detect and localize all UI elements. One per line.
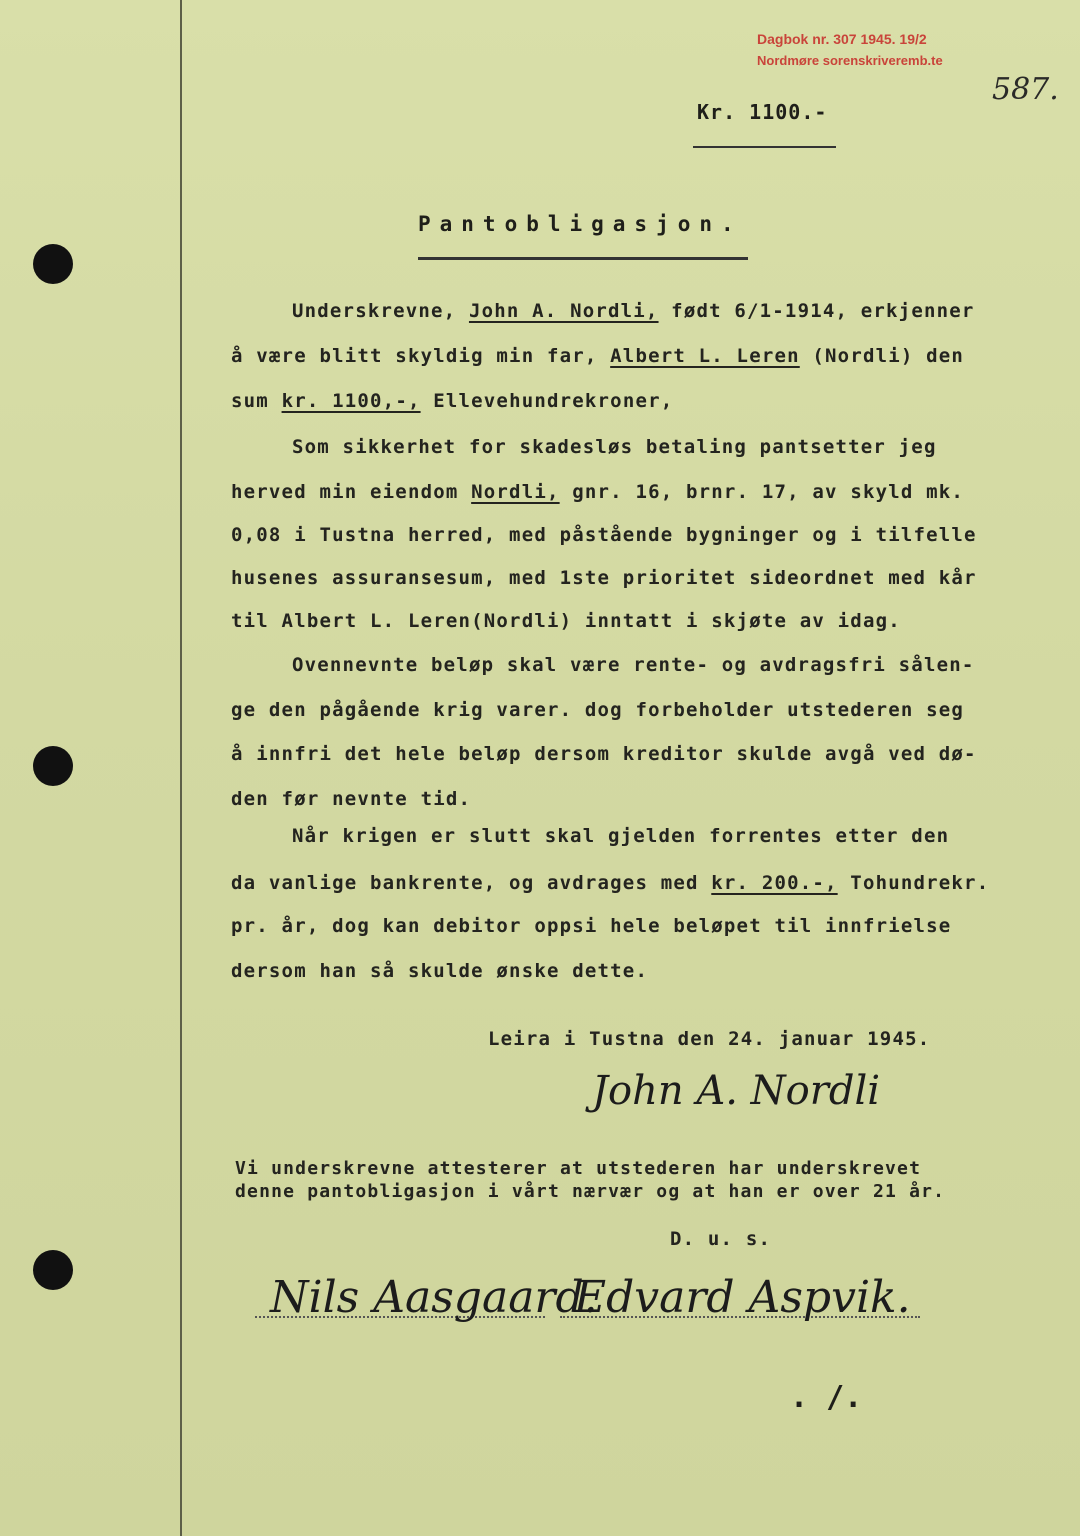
installment-amount: kr. 200.-, xyxy=(711,872,838,894)
body-line: da vanlige bankrente, og avdrages med kr. 200.-, Tohundrekr. xyxy=(231,872,990,894)
continuation-mark: . /. xyxy=(790,1380,863,1415)
document-title: Pantobligasjon. xyxy=(418,212,743,236)
punch-hole xyxy=(33,746,73,786)
body-line: ge den pågående krig varer. dog forbeholder utstederen seg xyxy=(231,699,965,721)
folio-number: 587. xyxy=(992,72,1059,107)
body-line: husenes assuransesum, med 1ste prioritet sideordnet med kår xyxy=(231,567,977,589)
witness-signature-1: Nils Aasgaard. xyxy=(270,1272,598,1323)
stamp-line-1: Dagbok nr. 307 1945. 19/2 xyxy=(757,31,927,47)
debtor-name: John A. Nordli, xyxy=(468,300,659,322)
dus-abbrev: D. u. s. xyxy=(670,1228,772,1250)
creditor-name: Albert L. Leren xyxy=(610,345,800,367)
witness-line: denne pantobligasjon i vårt nærvær og at han er over 21 år. xyxy=(235,1181,946,1202)
registry-stamp xyxy=(757,28,943,72)
debtor-signature: John A. Nordli xyxy=(592,1068,881,1114)
place-date: Leira i Tustna den 24. januar 1945. xyxy=(488,1028,931,1050)
body-line: herved min eiendom Nordli, gnr. 16, brnr. 17, av skyld mk. xyxy=(231,481,965,503)
body-line: Som sikkerhet for skadesløs betaling pantsetter jeg xyxy=(292,436,937,458)
body-line: Ovennevnte beløp skal være rente- og avdragsfri sålen- xyxy=(292,654,975,676)
title-underline xyxy=(418,257,748,260)
body-line: dersom han så skulde ønske dette. xyxy=(231,960,649,982)
body-line: Når krigen er slutt skal gjelden forrentes etter den xyxy=(292,825,950,847)
amount-heading: Kr. 1100.- xyxy=(697,100,828,124)
margin-rule xyxy=(180,0,182,1536)
stamp-line-2: Nordmøre sorenskriveremb.te xyxy=(757,53,943,68)
punch-hole xyxy=(33,1250,73,1290)
property-name: Nordli, xyxy=(471,481,560,503)
witness-signature-2: Edvard Aspvik. xyxy=(574,1272,911,1323)
body-line: til Albert L. Leren(Nordli) inntatt i skjøte av idag. xyxy=(231,610,901,632)
body-line: 0,08 i Tustna herred, med påstående bygninger og i tilfelle xyxy=(231,524,977,546)
body-line: Underskrevne, John A. Nordli, født 6/1-1914, erkjenner xyxy=(292,300,975,322)
body-line: å være blitt skyldig min far, Albert L. Leren (Nordli) den xyxy=(231,345,965,367)
punch-hole xyxy=(33,244,73,284)
witness-line: Vi underskrevne attesterer at utstederen har underskrevet xyxy=(235,1158,922,1179)
body-line: pr. år, dog kan debitor oppsi hele beløpet til innfrielse xyxy=(231,915,952,937)
body-line: å innfri det hele beløp dersom kreditor skulde avgå ved dø- xyxy=(231,743,977,765)
body-line: den før nevnte tid. xyxy=(231,788,472,810)
sum-amount: kr. 1100,-, xyxy=(281,390,421,412)
body-line: sum kr. 1100,-, Ellevehundrekroner, xyxy=(231,390,674,412)
amount-underline xyxy=(693,146,836,148)
